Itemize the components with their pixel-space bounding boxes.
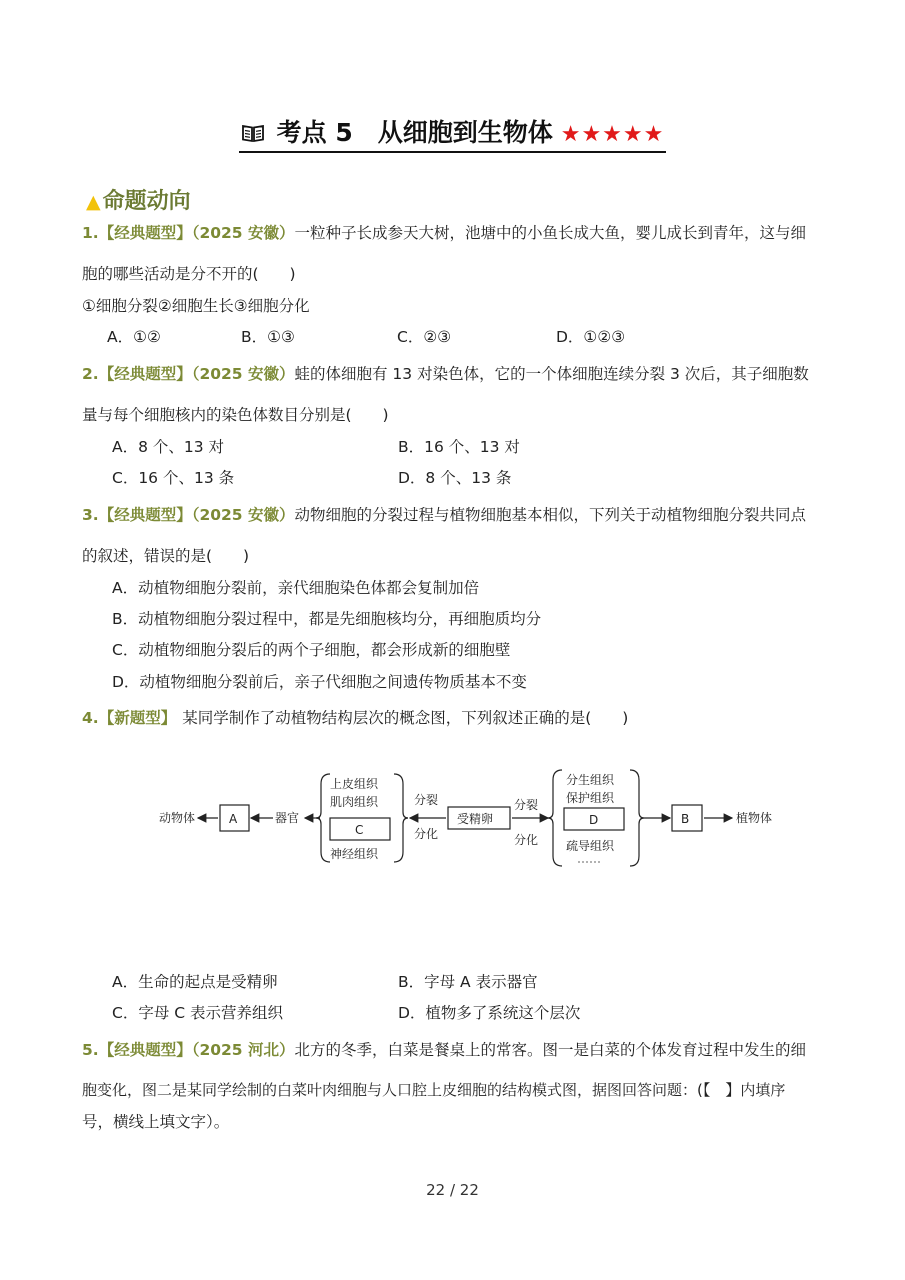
- q1-source: （2025 安徽）: [191, 224, 295, 242]
- q4-option-b: B．字母 A 表示器官: [398, 973, 538, 991]
- section-label: 命题动向: [102, 189, 191, 214]
- q5-tag: 【经典题型】: [98, 1041, 192, 1059]
- diagram-conductive: 疏导组织: [566, 839, 615, 853]
- q5-stem: 北方的冬季，白菜是餐桌上的常客。图一是白菜的个体发育过程中发生的细: [294, 1041, 807, 1059]
- diagram-box-d-label: D: [589, 813, 599, 827]
- diagram-box-a-label: A: [229, 812, 238, 826]
- q3-option-d: D．动植物细胞分裂前后，亲子代细胞之间遗传物质基本不变: [112, 673, 527, 691]
- q1-line-2: 胞的哪些活动是分不开的( ): [82, 265, 296, 283]
- diagram-muscle: 肌肉组织: [330, 795, 379, 809]
- open-book-icon: [241, 120, 265, 149]
- diagram-differentiate-right: 分化: [514, 833, 539, 847]
- q2-line-1: [82, 364, 809, 384]
- q3-number: 3.: [82, 506, 99, 524]
- q2-source: （2025 安徽）: [191, 365, 295, 383]
- q2-option-c: C．16 个、13 条: [112, 469, 235, 487]
- q1-number: 1.: [82, 224, 99, 242]
- q5-line-2: 胞变化，图二是某同学绘制的白菜叶肉细胞与人口腔上皮细胞的结构模式图，据图回答问题：(【 】内填序: [82, 1081, 786, 1099]
- q1-line-1: [82, 223, 806, 243]
- q3-stem: 动物细胞的分裂过程与植物细胞基本相似，下列关于动植物细胞分裂共同点: [294, 506, 807, 524]
- q1-option-d: D．①②③: [556, 328, 626, 346]
- left-brace-open: [316, 774, 330, 862]
- q3-option-a: A．动植物细胞分裂前，亲代细胞染色体都会复制加倍: [112, 579, 480, 597]
- q4-option-d: D．植物多了系统这个层次: [398, 1004, 581, 1022]
- q2-tag: 【经典题型】: [98, 365, 192, 383]
- q2-option-a: A．8 个、13 对: [112, 438, 225, 456]
- q4-number: 4.: [82, 709, 99, 727]
- right-brace-open: [548, 770, 562, 866]
- q5-number: 5.: [82, 1041, 99, 1059]
- q3-option-b: B．动植物细胞分裂过程中，都是先细胞核均分，再细胞质均分: [112, 610, 542, 628]
- diagram-meristem: 分生组织: [566, 773, 615, 787]
- q5-source: （2025 河北）: [191, 1041, 295, 1059]
- diagram-plant-body: 植物体: [736, 811, 773, 825]
- q3-line-2: 的叙述，错误的是( ): [82, 547, 250, 565]
- q2-number: 2.: [82, 365, 99, 383]
- q1-option-b: B．①③: [241, 328, 295, 346]
- right-brace-close: [630, 770, 644, 866]
- title-text: 考点 5 从细胞到生物体: [276, 118, 553, 147]
- triangle-icon: ▲: [86, 191, 101, 213]
- q3-option-c: C．动植物细胞分裂后的两个子细胞，都会形成新的细胞壁: [112, 641, 511, 659]
- q1-option-a: A．①②: [107, 328, 161, 346]
- q2-option-b: B．16 个、13 对: [398, 438, 520, 456]
- q1-stem: 一粒种子长成参天大树，池塘中的小鱼长成大鱼，婴儿成长到青年，这与细: [294, 224, 807, 242]
- q3-tag: 【经典题型】: [98, 506, 192, 524]
- diagram-organ: 器官: [275, 811, 300, 825]
- q1-line-3: ①细胞分裂②细胞生长③细胞分化: [82, 297, 310, 315]
- q4-option-c: C．字母 C 表示营养组织: [112, 1004, 284, 1022]
- q1-option-c: C．②③: [397, 328, 452, 346]
- diagram-nerve: 神经组织: [330, 847, 379, 861]
- q2-stem: 蛙的体细胞有 13 对染色体，它的一个体细胞连续分裂 3 次后，其子细胞数: [294, 365, 809, 383]
- diagram-divide-right: 分裂: [514, 798, 539, 812]
- diagram-box-b-label: B: [681, 812, 690, 826]
- diagram-zygote: 受精卵: [457, 812, 494, 826]
- diagram-protective: 保护组织: [566, 791, 615, 805]
- q4-stem: 某同学制作了动植物结构层次的概念图，下列叙述正确的是( ): [182, 709, 629, 727]
- q3-line-1: [82, 505, 806, 525]
- diagram-epithelial: 上皮组织: [330, 777, 379, 791]
- q5-line-1: [82, 1040, 806, 1060]
- q2-option-d: D．8 个、13 条: [398, 469, 512, 487]
- page-title: [0, 113, 905, 153]
- q3-source: （2025 安徽）: [191, 506, 295, 524]
- rating-stars: ★★★★★: [560, 122, 665, 147]
- q4-tag: 【新题型】: [98, 709, 177, 727]
- q4-line-1: [82, 708, 628, 728]
- q5-line-3: 号，横线上填文字）。: [82, 1113, 230, 1131]
- section-header: [86, 184, 191, 215]
- q1-tag: 【经典题型】: [98, 224, 192, 242]
- diagram-divide-left: 分裂: [414, 793, 439, 807]
- diagram-animal-body: 动物体: [159, 811, 196, 825]
- diagram-box-c-label: C: [355, 823, 364, 837]
- q2-line-2: 量与每个细胞核内的染色体数目分别是( ): [82, 406, 389, 424]
- diagram-differentiate-left: 分化: [414, 827, 439, 841]
- left-brace-close: [394, 774, 408, 862]
- q4-option-a: A．生命的起点是受精卵: [112, 973, 278, 991]
- page-number: 22 / 22: [426, 1181, 479, 1199]
- concept-diagram: [150, 760, 790, 880]
